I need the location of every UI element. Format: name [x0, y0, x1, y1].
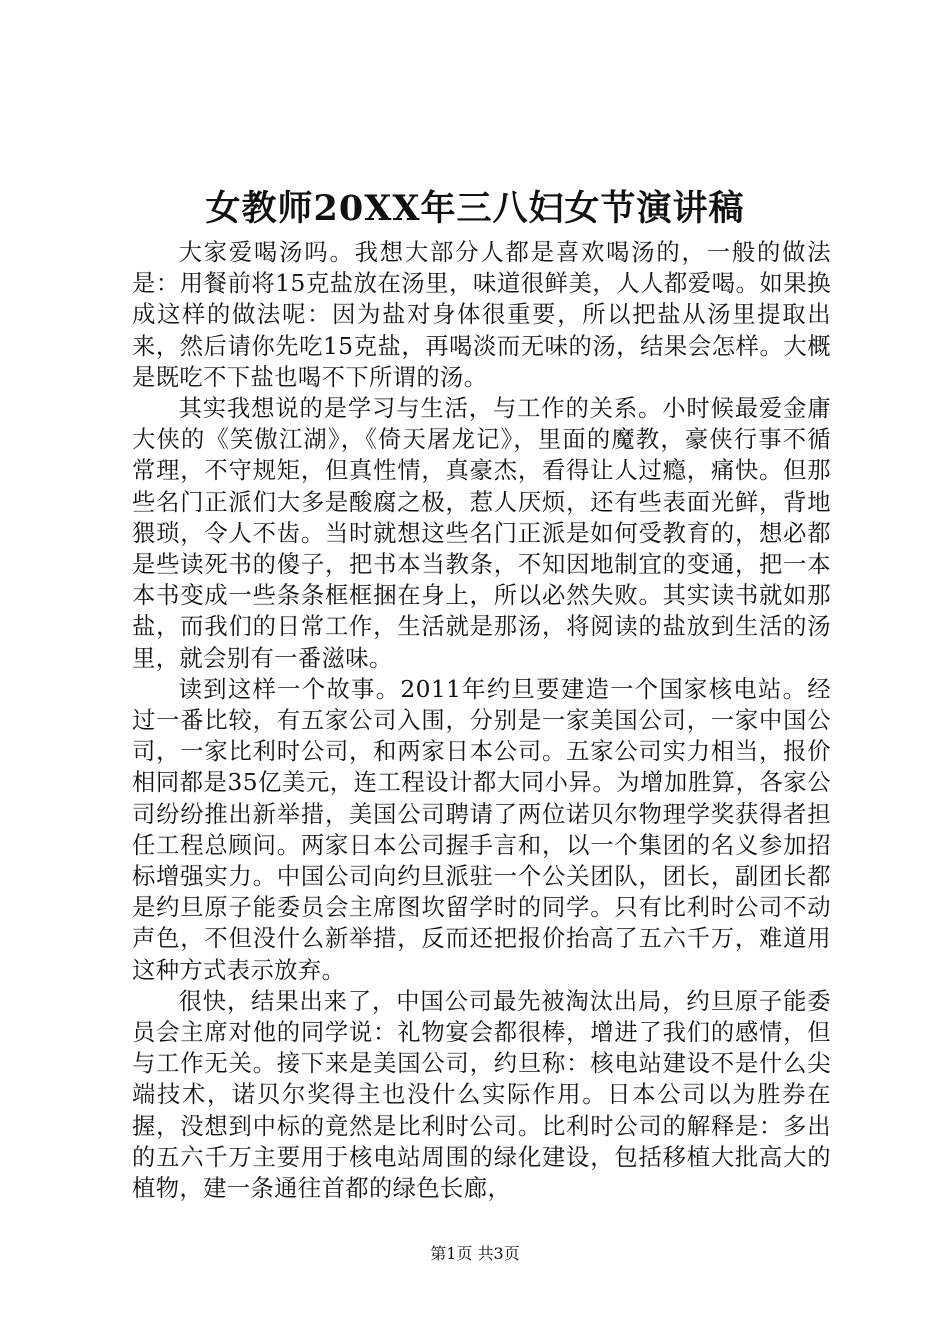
paragraph-4: 很快，结果出来了，中国公司最先被淘汰出局，约旦原子能委员会主席对他的同学说：礼物宴会都很棒，增进了我们的感情，但与工作无关。接下来是美国公司，约旦称：核电站建设不是什么尖端技术，诺贝尔奖得主也没什么实际作用。日本公司以为胜券在握，没想到中标的竟然是比利时公司。比利时公司的解释是：多出的五六千万主要用于核电站周围的绿化建设，包括移植大批高大的植物，建一条通往首都的绿色长廊， [132, 987, 831, 1203]
document-title: 女教师20XX年三八妇女节演讲稿 [205, 188, 745, 229]
document-body [132, 237, 831, 1204]
paragraph-2: 其实我想说的是学习与生活，与工作的关系。小时候最爱金庸大侠的《笑傲江湖》，《倚天屠龙记》，里面的魔教，豪侠行事不循常理，不守规矩，但真性情，真豪杰，看得让人过瘾，痛快。但那些名门正派们大多是酸腐之极，惹人厌烦，还有些表面光鲜，背地猥琐，令人不齿。当时就想这些名门正派是如何受教育的，想必都是些读死书的傻子，把书本当教条，不知因地制宜的变通，把一本本书变成一些条条框框捆在身上，所以必然失败。其实读书就如那盐，而我们的日常工作，生活就是那汤，将阅读的盐放到生活的汤里，就会别有一番滋味。 [132, 395, 831, 672]
paragraph-1: 大家爱喝汤吗。我想大部分人都是喜欢喝汤的，一般的做法是：用餐前将15克盐放在汤里，味道很鲜美，人人都爱喝。如果换成这样的做法呢：因为盐对身体很重要，所以把盐从汤里提取出来，然后请你先吃15克盐，再喝淡而无味的汤，结果会怎样。大概是既吃不下盐也喝不下所谓的汤。 [132, 239, 831, 391]
page-number-footer: 第1页 共3页 [430, 1244, 520, 1263]
paragraph-3: 读到这样一个故事。2011年约旦要建造一个国家核电站。经过一番比较，有五家公司入围，分别是一家美国公司，一家中国公司，一家比利时公司，和两家日本公司。五家公司实力相当，报价相同都是35亿美元，连工程设计都大同小异。为增加胜算，各家公司纷纷推出新举措，美国公司聘请了两位诺贝尔物理学奖获得者担任工程总顾问。两家日本公司握手言和，以一个集团的名义参加招标增强实力。中国公司向约旦派驻一个公关团队，团长，副团长都是约旦原子能委员会主席图坎留学时的同学。只有比利时公司不动声色，不但没什么新举措，反而还把报价抬高了五六千万，难道用这种方式表示放弃。 [132, 675, 831, 984]
